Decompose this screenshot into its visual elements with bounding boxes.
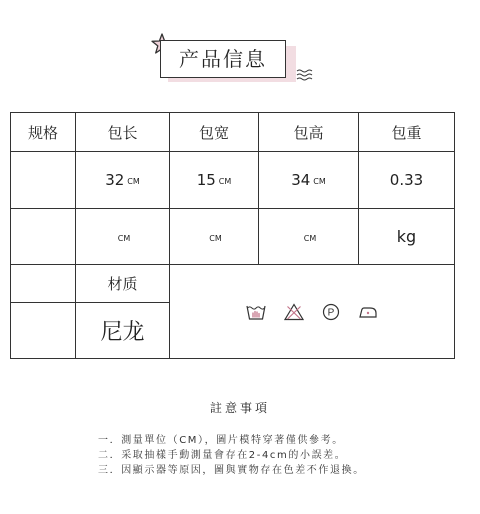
width-cell bbox=[170, 152, 259, 209]
table-header-row bbox=[11, 113, 455, 152]
length-value: 32 bbox=[105, 171, 125, 189]
section-header bbox=[150, 32, 320, 94]
length-unit-cell bbox=[76, 209, 170, 265]
weight-cell bbox=[359, 152, 455, 209]
height-value: 34 bbox=[291, 171, 311, 189]
height-unit: CM bbox=[303, 234, 317, 243]
care-icons bbox=[170, 303, 454, 321]
header-weight: 包重 bbox=[359, 113, 455, 152]
height-unit: CM bbox=[313, 177, 326, 186]
material-value: 尼龙 bbox=[76, 303, 170, 359]
width-value: 15 bbox=[196, 171, 216, 189]
notes-title: 註意事項 bbox=[209, 401, 270, 415]
dry-clean-p-icon bbox=[322, 303, 340, 321]
low-iron-icon bbox=[358, 304, 378, 320]
length-unit: CM bbox=[127, 177, 140, 186]
empty-cell bbox=[11, 152, 76, 209]
length-cell bbox=[76, 152, 170, 209]
empty-cell bbox=[11, 265, 76, 303]
length-unit: CM bbox=[117, 234, 131, 243]
note-line-3: 三．因顯示器等原因，圖與實物存在色差不作退換。 bbox=[98, 465, 365, 476]
svg-text:P: P bbox=[327, 307, 335, 318]
empty-cell bbox=[11, 303, 76, 359]
header-length: 包长 bbox=[76, 113, 170, 152]
note-line-1: 一．測量單位（CM），圖片模特穿著僅供參考。 bbox=[98, 435, 344, 446]
hand-wash-icon bbox=[246, 303, 266, 321]
height-unit-cell bbox=[259, 209, 359, 265]
no-bleach-icon bbox=[284, 303, 304, 321]
table-row bbox=[11, 209, 455, 265]
width-unit: CM bbox=[218, 177, 232, 186]
header-spec: 规格 bbox=[11, 113, 76, 152]
material-label: 材质 bbox=[76, 265, 170, 303]
height-cell bbox=[259, 152, 359, 209]
care-icons-cell bbox=[170, 265, 455, 359]
table-row bbox=[11, 152, 455, 209]
width-unit: CM bbox=[209, 234, 222, 243]
note-line-2: 二．采取抽樣手動測量會存在2-4cm的小誤差。 bbox=[98, 450, 347, 461]
page-title: 产品信息 bbox=[179, 47, 267, 71]
table-row bbox=[11, 265, 455, 303]
weight-value: 0.33 bbox=[389, 171, 424, 189]
empty-cell bbox=[11, 209, 76, 265]
width-unit-cell bbox=[170, 209, 259, 265]
spec-table bbox=[10, 112, 455, 359]
header-height: 包高 bbox=[259, 113, 359, 152]
weight-unit-cell: kg bbox=[359, 209, 455, 265]
wave-decoration-icon bbox=[296, 68, 316, 82]
header-width: 包宽 bbox=[170, 113, 259, 152]
